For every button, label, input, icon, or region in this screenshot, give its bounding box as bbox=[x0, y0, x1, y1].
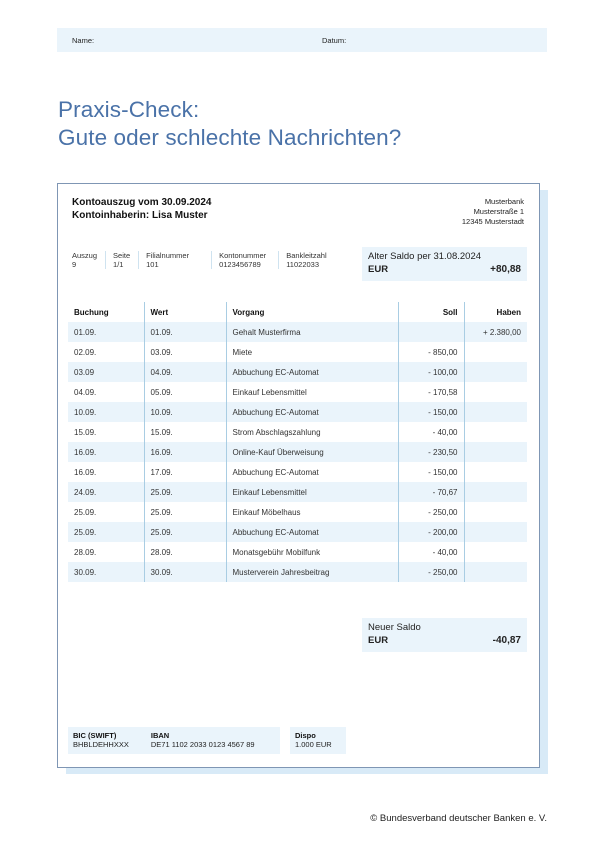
cell-haben bbox=[464, 562, 527, 582]
cell-soll: - 250,00 bbox=[398, 562, 464, 582]
cell-soll: - 250,00 bbox=[398, 502, 464, 522]
table-header-row bbox=[68, 302, 527, 322]
info-auszug bbox=[72, 251, 106, 269]
cell-wert: 28.09. bbox=[144, 542, 226, 562]
table-row bbox=[68, 482, 527, 502]
bank-street: Musterstraße 1 bbox=[473, 207, 524, 216]
bic-value: BHBLDEHHXXX bbox=[73, 740, 129, 749]
date-label: Datum: bbox=[322, 36, 347, 45]
page-title-line2: Gute oder schlechte Nachrichten? bbox=[58, 125, 402, 150]
cell-vorgang: Miete bbox=[226, 342, 398, 362]
table-row bbox=[68, 522, 527, 542]
table-row bbox=[68, 362, 527, 382]
info-label: Seite bbox=[113, 251, 131, 260]
cell-wert: 25.09. bbox=[144, 522, 226, 542]
old-balance-label: Alter Saldo per 31.08.2024 bbox=[368, 251, 482, 262]
cell-vorgang: Abbuchung EC-Automat bbox=[226, 522, 398, 542]
bank-name: Musterbank bbox=[484, 197, 524, 206]
bank-address bbox=[462, 197, 524, 227]
statement-date: Kontoauszug vom 30.09.2024 bbox=[72, 197, 212, 208]
cell-buchung: 28.09. bbox=[68, 542, 144, 562]
name-date-bar bbox=[57, 28, 547, 52]
cell-buchung: 16.09. bbox=[68, 462, 144, 482]
cell-vorgang: Einkauf Lebensmittel bbox=[226, 482, 398, 502]
cell-vorgang: Online-Kauf Überweisung bbox=[226, 442, 398, 462]
info-filialnummer bbox=[146, 251, 212, 269]
old-balance-value: +80,88 bbox=[490, 264, 521, 275]
header-haben: Haben bbox=[496, 307, 521, 317]
cell-wert: 25.09. bbox=[144, 482, 226, 502]
account-holder: Kontoinhaberin: Lisa Muster bbox=[72, 210, 208, 221]
cell-wert: 15.09. bbox=[144, 422, 226, 442]
statement-title bbox=[72, 196, 212, 222]
cell-vorgang: Einkauf Möbelhaus bbox=[226, 502, 398, 522]
header-vorgang: Vorgang bbox=[226, 302, 398, 322]
cell-soll: - 850,00 bbox=[398, 342, 464, 362]
cell-haben bbox=[464, 382, 527, 402]
cell-buchung: 10.09. bbox=[68, 402, 144, 422]
cell-wert: 17.09. bbox=[144, 462, 226, 482]
info-bankleitzahl bbox=[286, 251, 334, 269]
cell-buchung: 15.09. bbox=[68, 422, 144, 442]
cell-wert: 03.09. bbox=[144, 342, 226, 362]
table-row bbox=[68, 562, 527, 582]
cell-soll: - 40,00 bbox=[398, 542, 464, 562]
cell-wert: 01.09. bbox=[144, 322, 226, 342]
iban-field bbox=[151, 731, 255, 750]
transactions-body bbox=[68, 322, 527, 582]
info-value: 0123456789 bbox=[219, 260, 261, 269]
cell-buchung: 25.09. bbox=[68, 522, 144, 542]
cell-soll: - 150,00 bbox=[398, 462, 464, 482]
cell-vorgang: Gehalt Musterfirma bbox=[226, 322, 398, 342]
cell-haben bbox=[464, 402, 527, 422]
new-balance-label: Neuer Saldo bbox=[368, 622, 421, 633]
cell-haben bbox=[464, 482, 527, 502]
cell-buchung: 01.09. bbox=[68, 322, 144, 342]
bic-iban-box bbox=[68, 727, 280, 754]
copyright-footer: © Bundesverband deutscher Banken e. V. bbox=[370, 813, 547, 824]
table-row bbox=[68, 322, 527, 342]
cell-wert: 10.09. bbox=[144, 402, 226, 422]
old-balance-currency: EUR bbox=[368, 264, 389, 275]
cell-wert: 16.09. bbox=[144, 442, 226, 462]
cell-wert: 04.09. bbox=[144, 362, 226, 382]
cell-vorgang: Musterverein Jahresbeitrag bbox=[226, 562, 398, 582]
iban-value: DE71 1102 2033 0123 4567 89 bbox=[150, 740, 255, 749]
cell-soll: - 200,00 bbox=[398, 522, 464, 542]
cell-vorgang: Strom Abschlagszahlung bbox=[226, 422, 398, 442]
dispo-label: Dispo bbox=[295, 731, 316, 740]
table-row bbox=[68, 402, 527, 422]
info-value: 101 bbox=[146, 260, 159, 269]
transactions-table bbox=[68, 302, 527, 582]
info-label: Bankleitzahl bbox=[286, 251, 327, 260]
new-balance-box bbox=[362, 618, 527, 652]
cell-soll bbox=[398, 322, 464, 342]
cell-vorgang: Abbuchung EC-Automat bbox=[226, 402, 398, 422]
cell-vorgang: Monatsgebühr Mobilfunk bbox=[226, 542, 398, 562]
cell-haben bbox=[464, 362, 527, 382]
info-label: Filialnummer bbox=[146, 251, 190, 260]
name-label: Name: bbox=[72, 36, 95, 45]
info-label: Kontonummer bbox=[219, 251, 267, 260]
cell-wert: 30.09. bbox=[144, 562, 226, 582]
bic-field bbox=[73, 731, 129, 750]
cell-buchung: 03.09 bbox=[68, 362, 144, 382]
bic-label: BIC (SWIFT) bbox=[73, 731, 117, 740]
table-row bbox=[68, 382, 527, 402]
cell-buchung: 02.09. bbox=[68, 342, 144, 362]
info-value: 1/1 bbox=[113, 260, 124, 269]
table-row bbox=[68, 342, 527, 362]
cell-haben bbox=[464, 522, 527, 542]
cell-haben bbox=[464, 442, 527, 462]
cell-haben bbox=[464, 462, 527, 482]
cell-haben bbox=[464, 422, 527, 442]
cell-buchung: 04.09. bbox=[68, 382, 144, 402]
header-wert: Wert bbox=[144, 302, 226, 322]
info-seite bbox=[113, 251, 139, 269]
cell-soll: - 100,00 bbox=[398, 362, 464, 382]
cell-buchung: 25.09. bbox=[68, 502, 144, 522]
cell-haben: + 2.380,00 bbox=[464, 322, 527, 342]
table-row bbox=[68, 462, 527, 482]
cell-haben bbox=[464, 542, 527, 562]
info-kontonummer bbox=[219, 251, 279, 269]
dispo-value: 1.000 EUR bbox=[295, 740, 332, 749]
dispo-box bbox=[290, 727, 346, 754]
cell-soll: - 70,67 bbox=[398, 482, 464, 502]
cell-vorgang: Einkauf Lebensmittel bbox=[226, 382, 398, 402]
page-title-line1: Praxis-Check: bbox=[58, 97, 200, 122]
cell-wert: 05.09. bbox=[144, 382, 226, 402]
cell-buchung: 16.09. bbox=[68, 442, 144, 462]
cell-haben bbox=[464, 342, 527, 362]
iban-label: IBAN bbox=[150, 731, 170, 740]
dispo-field bbox=[295, 731, 332, 750]
cell-vorgang: Abbuchung EC-Automat bbox=[226, 462, 398, 482]
header-soll: Soll bbox=[398, 302, 464, 322]
table-row bbox=[68, 422, 527, 442]
table-row bbox=[68, 542, 527, 562]
cell-buchung: 24.09. bbox=[68, 482, 144, 502]
cell-vorgang: Abbuchung EC-Automat bbox=[226, 362, 398, 382]
page-title bbox=[58, 96, 401, 152]
cell-haben bbox=[464, 502, 527, 522]
account-info-fields bbox=[72, 251, 342, 269]
table-row bbox=[68, 502, 527, 522]
old-balance-box bbox=[362, 247, 527, 281]
table-row bbox=[68, 442, 527, 462]
header-buchung: Buchung bbox=[68, 302, 144, 322]
cell-buchung: 30.09. bbox=[68, 562, 144, 582]
bank-city: 12345 Musterstadt bbox=[461, 217, 524, 226]
cell-soll: - 230,50 bbox=[398, 442, 464, 462]
bank-statement-card bbox=[57, 183, 540, 768]
new-balance-value: -40,87 bbox=[492, 635, 521, 646]
info-value: 9 bbox=[72, 260, 77, 269]
info-value: 11022033 bbox=[286, 260, 319, 269]
cell-soll: - 40,00 bbox=[398, 422, 464, 442]
info-label: Auszug bbox=[72, 251, 98, 260]
new-balance-currency: EUR bbox=[368, 635, 389, 646]
cell-wert: 25.09. bbox=[144, 502, 226, 522]
cell-soll: - 170,58 bbox=[398, 382, 464, 402]
cell-soll: - 150,00 bbox=[398, 402, 464, 422]
